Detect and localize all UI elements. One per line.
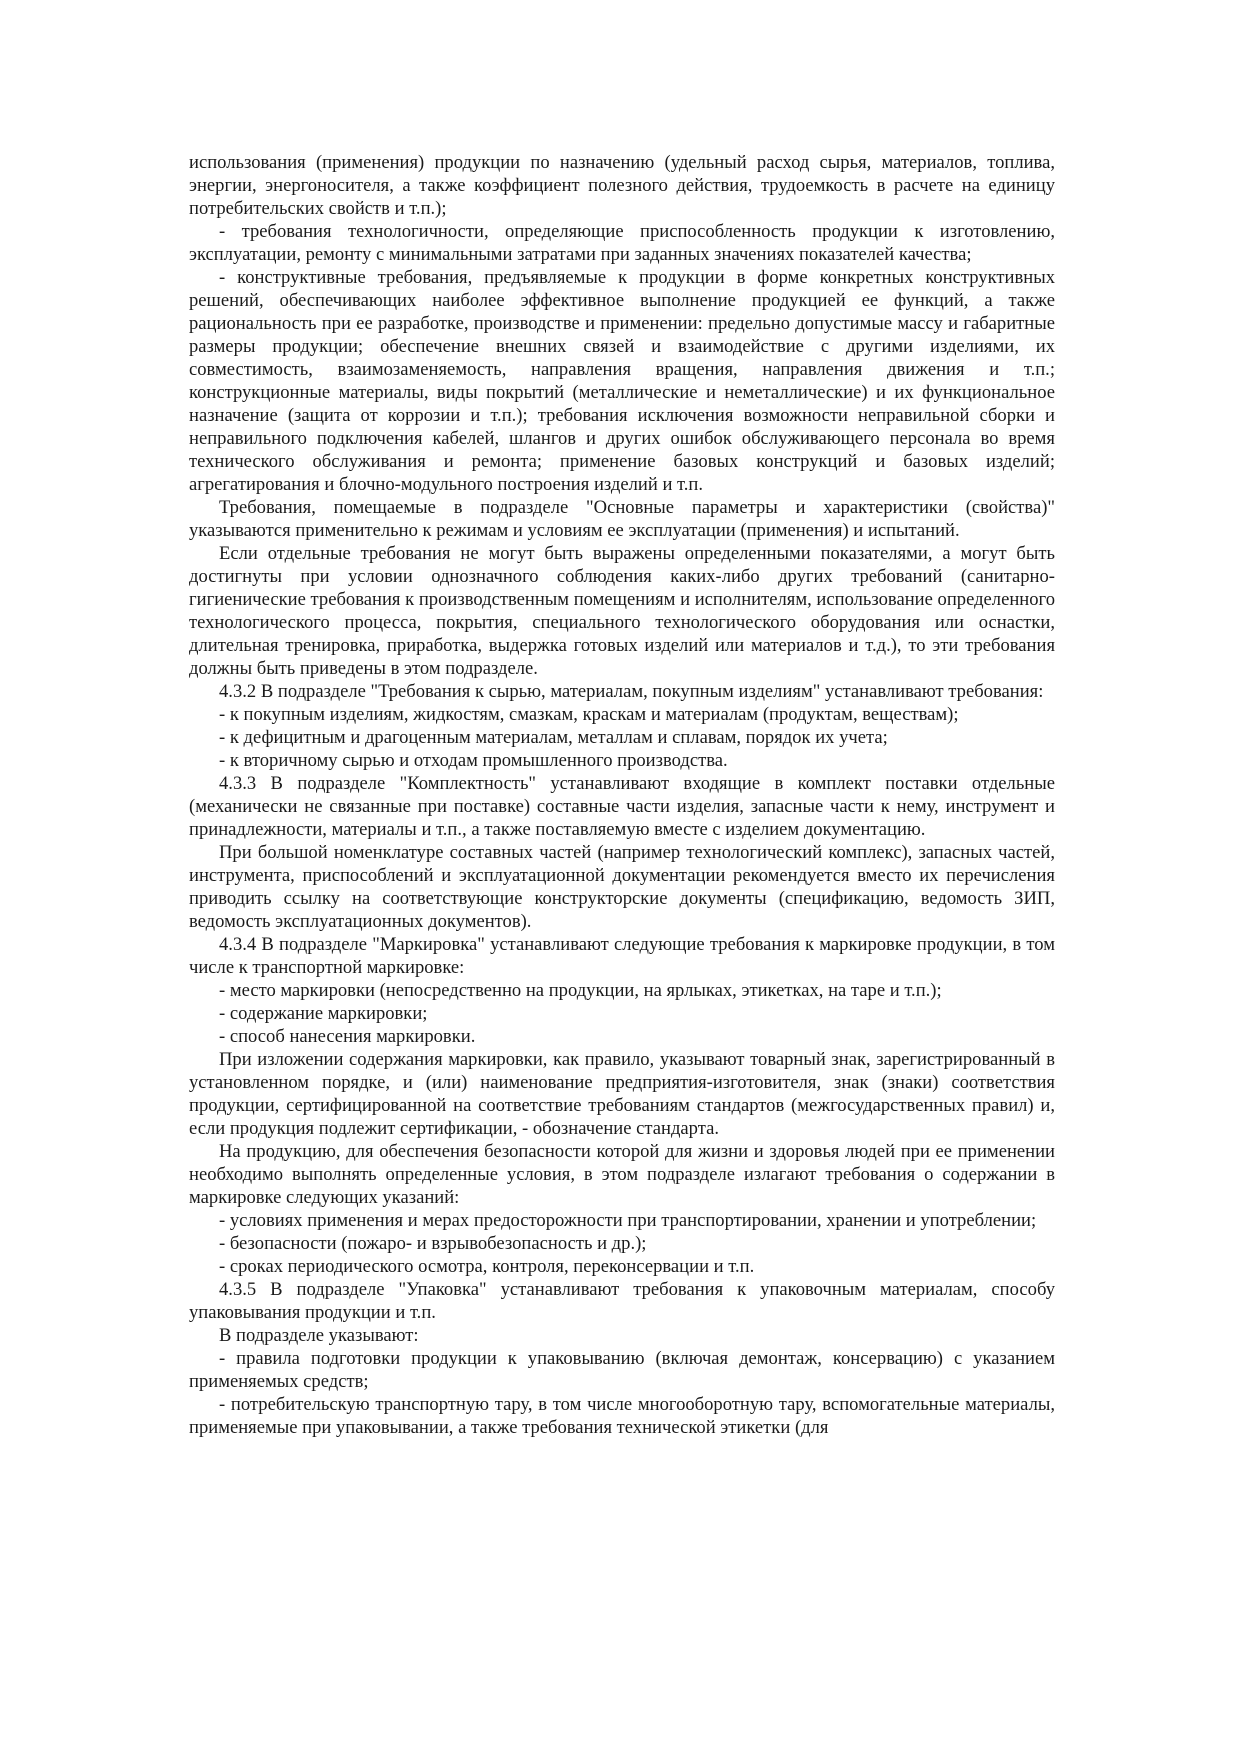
paragraph: На продукцию, для обеспечения безопасности которой для жизни и здоровья людей при ее применении необходимо выполнять определенные условия, в этом подразделе излагают требования о содержании в маркировке следующих указаний: [189,1141,1055,1208]
paragraph: - к покупным изделиям, жидкостям, смазкам, краскам и материалам (продуктам, веществам); [219,704,959,725]
paragraph: При изложении содержания маркировки, как правило, указывают товарный знак, зарегистрированный в установленном порядке, и (или) наименование предприятия-изготовителя, знак (знаки) соответствия продукции, сертифицированной на соответствие требованиям стандартов (межгосударственных правил) и, если продукция подлежит сертификации, - обозначение стандарта. [189,1049,1055,1139]
paragraph: 4.3.5 В подразделе "Упаковка" устанавливают требования к упаковочным материалам, способу упаковывания продукции и т.п. [189,1279,1055,1323]
paragraph: При большой номенклатуре составных частей (например технологический комплекс), запасных частей, инструмента, приспособлений и эксплуатационной документации рекомендуется вместо их перечисления приводить ссылку на соответствующие конструкторские документы (спецификацию, ведомость ЗИП, ведомость эксплуатационных документов). [189,842,1055,932]
paragraph: Если отдельные требования не могут быть выражены определенными показателями, а могут быть достигнуты при условии однозначного соблюдения каких-либо других требований (санитарно-гигиенические требования к производственным помещениям и исполнителям, использование определенного технологического процесса, покрытия, специального технологического оборудования или оснастки, длительная тренировка, приработка, выдержка готовых изделий или материалов и т.д.), то эти требования должны быть приведены в этом подразделе. [189,543,1055,679]
paragraph: - способ нанесения маркировки. [219,1026,476,1047]
paragraph: 4.3.2 В подразделе "Требования к сырью, материалам, покупным изделиям" устанавливают требования: [219,681,1044,702]
paragraph: 4.3.3 В подразделе "Комплектность" устанавливают входящие в комплект поставки отдельные (механически не связанные при поставке) составные части изделия, запасные части к нему, инструмент и принадлежности, материалы и т.п., а также поставляемую вместе с изделием документацию. [189,773,1055,840]
paragraph: В подразделе указывают: [219,1325,419,1346]
paragraph: - конструктивные требования, предъявляемые к продукции в форме конкретных конструктивных решений, обеспечивающих наиболее эффективное выполнение продукцией ее функций, а также рациональность при ее разработке, производстве и применении: предельно допустимые массу и габаритные размеры продукции; обеспечение внешних связей и взаимодействие с другими изделиями, их совместимость, взаимозаменяемость, направления вращения, направления движения и т.п.; конструкционные материалы, виды покрытий (металлические и неметаллические) и их функциональное назначение (защита от коррозии и т.п.); требования исключения возможности неправильной сборки и неправильного подключения кабелей, шлангов и других ошибок обслуживающего персонала во время технического обслуживания и ремонта; применение базовых конструкций и базовых изделий; агрегатирования и блочно-модульного построения изделий и т.п. [189,267,1055,495]
paragraph: - к дефицитным и драгоценным материалам, металлам и сплавам, порядок их учета; [219,727,888,748]
paragraph: - потребительскую транспортную тару, в том числе многооборотную тару, вспомогательные материалы, применяемые при упаковывании, а также требования технической этикетки (для [189,1394,1055,1438]
paragraph: - безопасности (пожаро- и взрывобезопасность и др.); [219,1233,647,1254]
document-page [189,151,1055,1439]
paragraph: - требования технологичности, определяющие приспособленность продукции к изготовлению, эксплуатации, ремонту с минимальными затратами при заданных значениях показателей качества; [189,221,1055,265]
paragraph: - содержание маркировки; [219,1003,428,1024]
paragraph: использования (применения) продукции по назначению (удельный расход сырья, материалов, топлива, энергии, энергоносителя, а также коэффициент полезного действия, трудоемкость в расчете на единицу потребительских свойств и т.п.); [189,152,1055,219]
paragraph: - правила подготовки продукции к упаковыванию (включая демонтаж, консервацию) с указанием применяемых средств; [189,1348,1055,1392]
paragraph: - к вторичному сырью и отходам промышленного производства. [219,750,728,771]
paragraph: - условиях применения и мерах предосторожности при транспортировании, хранении и употреблении; [219,1210,1037,1231]
paragraph: Требования, помещаемые в подразделе "Основные параметры и характеристики (свойства)" указываются применительно к режимам и условиям ее эксплуатации (применения) и испытаний. [189,497,1055,541]
paragraph: - место маркировки (непосредственно на продукции, на ярлыках, этикетках, на таре и т.п.); [219,980,942,1001]
paragraph: - сроках периодического осмотра, контроля, переконсервации и т.п. [219,1256,755,1277]
paragraph: 4.3.4 В подразделе "Маркировка" устанавливают следующие требования к маркировке продукции, в том числе к транспортной маркировке: [189,934,1055,978]
